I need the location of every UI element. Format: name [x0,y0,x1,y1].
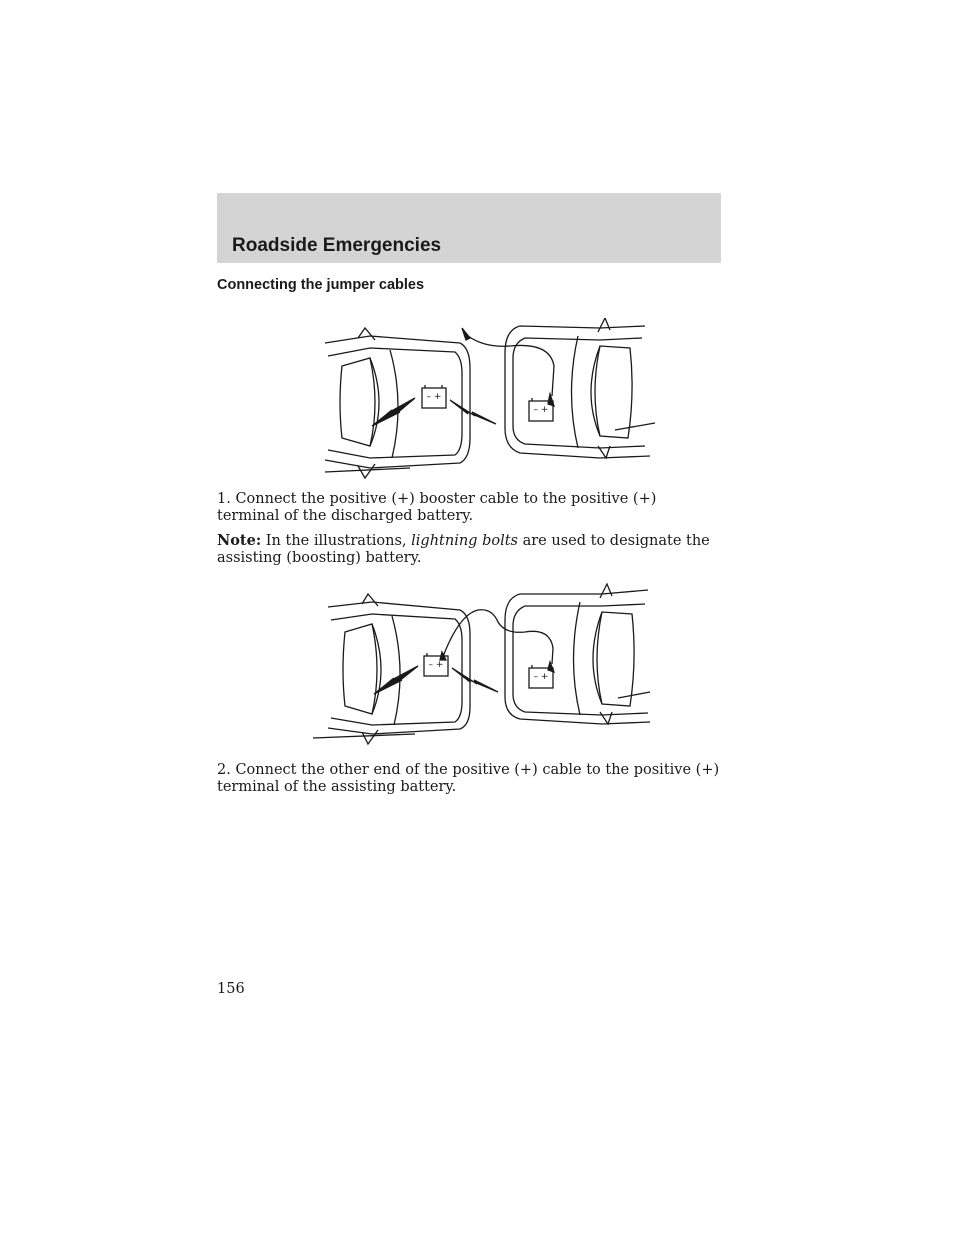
jumper-illustration-2 [310,582,660,752]
subsection-heading: Connecting the jumper cables [217,277,425,293]
battery-terminal-label: – + [533,405,549,415]
battery-terminal-label: – + [428,660,444,670]
cable-clamp-icon [548,662,554,672]
note-text-after: are used to designate the assisting (boosting) battery. [217,533,710,566]
battery-terminal-label: – + [533,672,549,682]
step-1-text: 1. Connect the positive (+) booster cable to the positive (+) terminal of the discharged battery. [217,491,657,524]
battery-terminal-label: – + [426,392,442,402]
left-car-drawing [325,328,470,478]
left-car-drawing [313,594,470,744]
jumper-cable [444,610,553,664]
note-paragraph [217,532,721,567]
jumper-illustration-1 [310,318,660,488]
note-text-before: In the illustrations, [261,533,412,549]
right-car-drawing [505,318,655,458]
step-2-text: 2. Connect the other end of the positive (+) cable to the positive (+) terminal of the assisting battery. [217,762,720,795]
jumper-cable [468,336,554,396]
lightning-bolt-icon [450,400,496,424]
note-label: Note: [217,532,262,549]
note-emphasis: lightning bolts [411,533,518,549]
cable-clamp-icon [548,394,554,406]
page-number: 156 [217,981,245,997]
right-car-drawing [505,584,650,724]
section-header-band [217,193,721,263]
battery-icon [422,385,446,408]
section-title: Roadside Emergencies [232,235,442,256]
cable-clamp-icon [462,328,470,340]
lightning-bolt-icon [452,668,498,692]
